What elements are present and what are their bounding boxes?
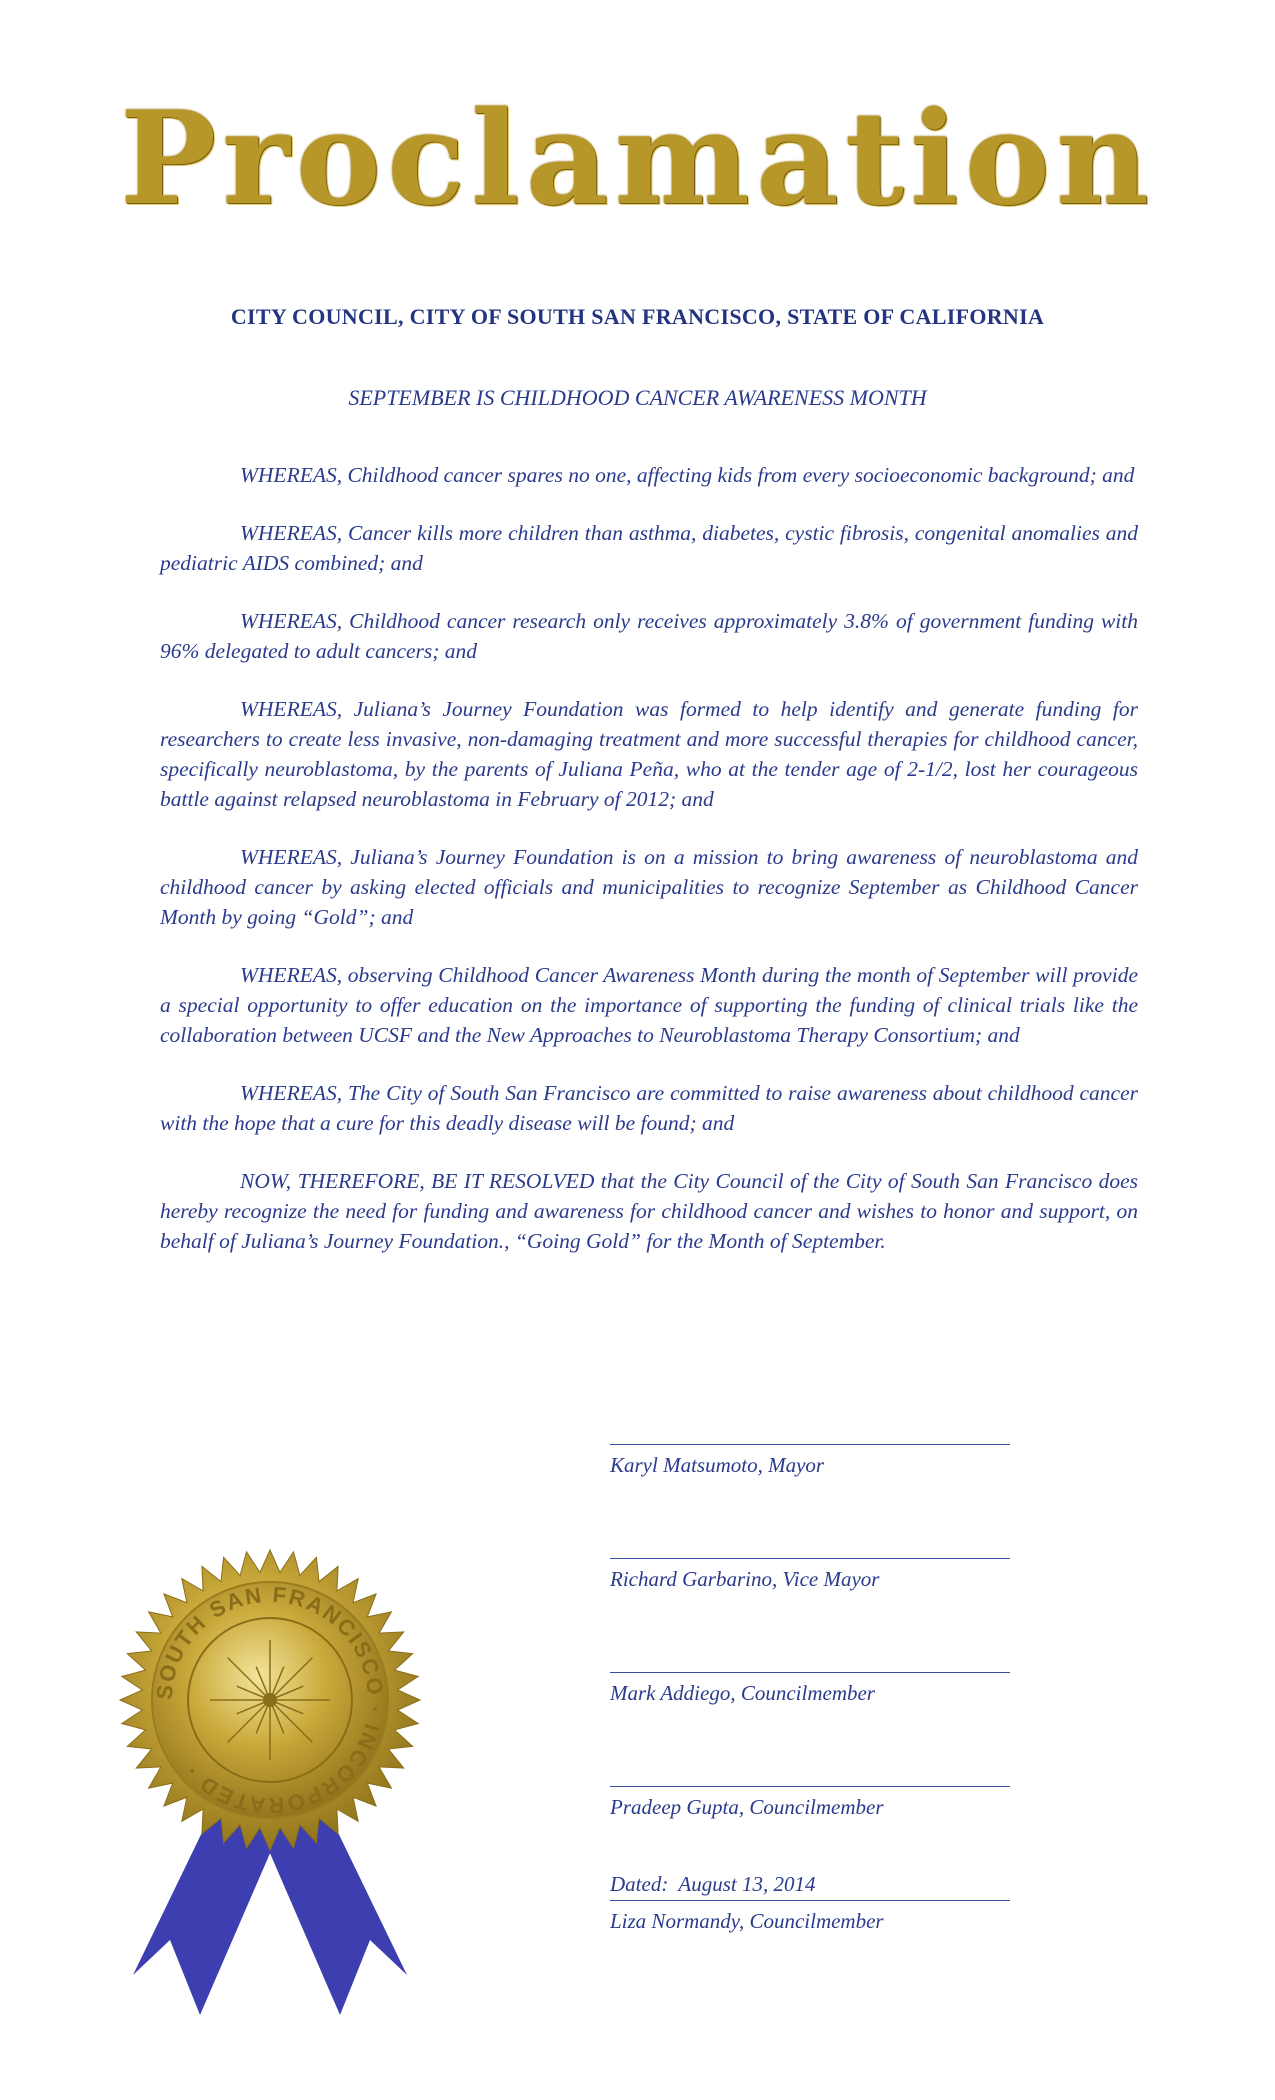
signature-line [610,1558,1010,1559]
signature-block [610,1900,1020,1990]
whereas-paragraph: WHEREAS, Juliana’s Journey Foundation was formed to help identify and generate funding for researchers to create less invasive, non-damaging treatment and more successful therapies for childhood cancer, specifically neuroblastoma, by the parents of Juliana Peña, who at the tender age of 2-1/2, lost her courageous battle against relapsed neuroblastoma in February of 2012; and [160,697,1138,811]
whereas-paragraph: WHEREAS, Juliana’s Journey Foundation is on a mission to bring awareness of neuroblastoma and childhood cancer by asking elected officials and municipalities to recognize September as Childhood Cancer Month by going “Gold”; and [160,845,1138,929]
signature-block [610,1672,1020,1762]
whereas-paragraph: WHEREAS, Childhood cancer research only receives approximately 3.8% of government funding with 96% delegated to adult cancers; and [160,609,1138,663]
proclamation-body [160,460,1138,1284]
council-title: CITY COUNCIL, CITY OF SOUTH SAN FRANCISCO, STATE OF CALIFORNIA [230,304,1045,329]
signature-block [610,1786,1020,1876]
signature-line [610,1444,1010,1445]
whereas-paragraph: WHEREAS, Cancer kills more children than asthma, diabetes, cystic fibrosis, congenital anomalies and pediatric AIDS combined; and [160,521,1138,575]
signature-line [610,1672,1010,1673]
signatory-name: Mark Addiego, Councilmember [610,1681,875,1705]
signature-block [610,1444,1020,1534]
signature-block [610,1558,1020,1648]
whereas-paragraph: WHEREAS, observing Childhood Cancer Awareness Month during the month of September will provide a special opportunity to offer education on the importance of supporting the funding of clinical trials like the collaboration between UCSF and the New Approaches to Neuroblastoma Therapy Consortium; and [160,963,1138,1047]
dated-line: Dated: August 13, 2014 [610,1872,816,1896]
whereas-paragraph: WHEREAS, Childhood cancer spares no one, affecting kids from every socioeconomic background; and [240,463,1135,487]
proclamation-heading: Proclamation [119,84,1156,234]
signatory-name: Karyl Matsumoto, Mayor [610,1453,825,1477]
signature-line [610,1900,1010,1901]
signatory-name: Pradeep Gupta, Councilmember [610,1795,884,1819]
signatory-name: Richard Garbarino, Vice Mayor [610,1567,880,1591]
resolution-paragraph: NOW, THEREFORE, BE IT RESOLVED that the City Council of the City of South San Francisco does hereby recognize the need for funding and awareness for childhood cancer and wishes to honor and support, on behalf of Juliana’s Journey Foundation., “Going Gold” for the Month of September. [160,1169,1138,1253]
signature-line [610,1786,1010,1787]
proclamation-subject: SEPTEMBER IS CHILDHOOD CANCER AWARENESS MONTH [348,385,927,410]
gold-seal-icon [115,1545,425,2025]
whereas-paragraph: WHEREAS, The City of South San Francisco are committed to raise awareness about childhood cancer with the hope that a cure for this deadly disease will be found; and [160,1081,1138,1135]
signatory-name: Liza Normandy, Councilmember [610,1909,884,1933]
seal-ring-text: SOUTH SAN FRANCISCO · INCORPORATED · [151,1581,389,1819]
signature-section [610,1420,1020,1990]
